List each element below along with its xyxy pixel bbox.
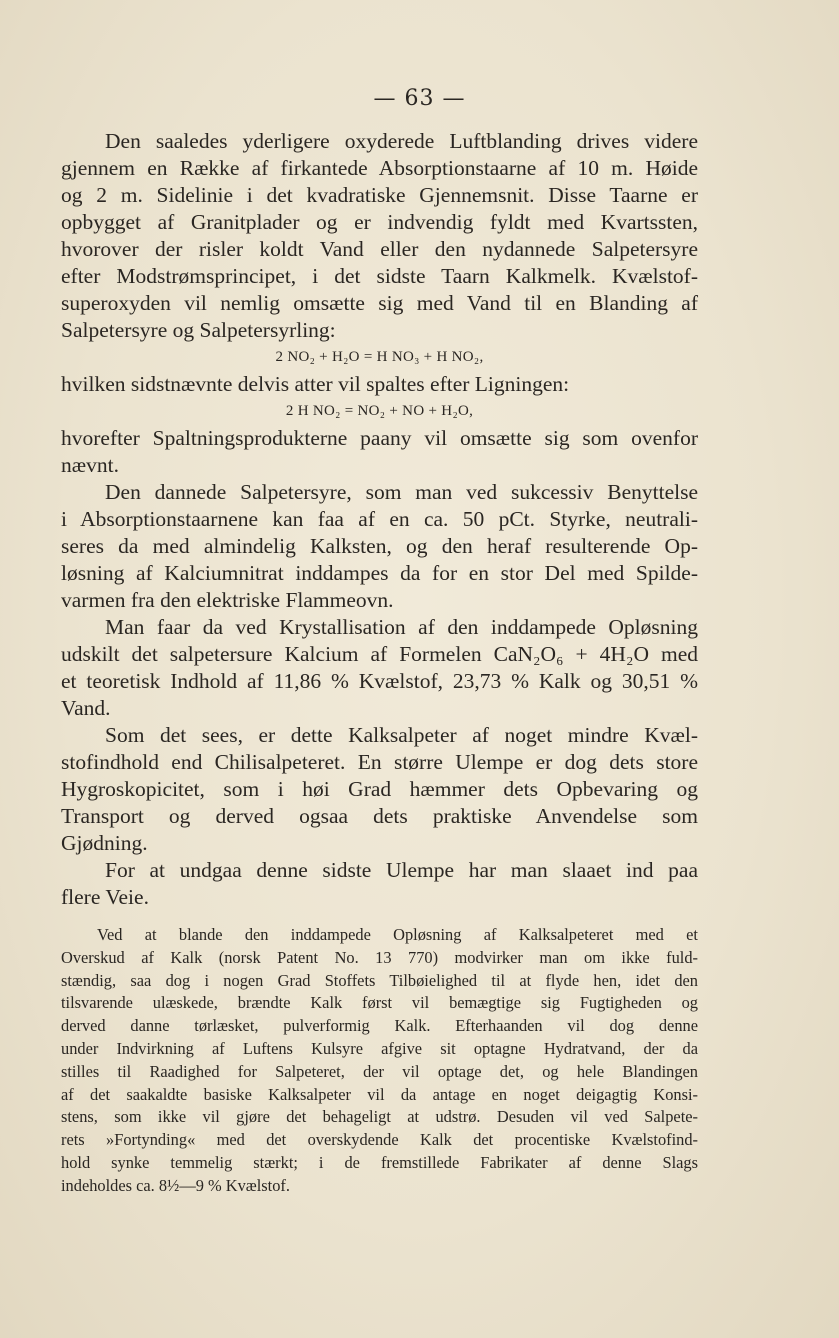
paragraph-block-3 <box>61 425 698 911</box>
text-line <box>61 533 698 560</box>
text-line <box>61 749 698 776</box>
text-line-content: hvorefter Spaltningsprodukterne paany vil omsætte sig som ovenfor <box>61 426 698 450</box>
text-line <box>61 947 698 970</box>
equation-1: 2 NO₂ + H₂O = H NO₃ + H NO₂, <box>275 349 484 365</box>
text-line-content: Gjødning. <box>61 831 148 855</box>
text-line <box>61 425 698 452</box>
text-line-content: hvorover der risler koldt Vand eller den nydannede Salpetersyre <box>61 237 698 261</box>
text-line-content: Hygroskopicitet, som i høi Grad hæmmer dets Opbevaring og <box>61 777 698 801</box>
text-line-content: indeholdes ca. 8½—9 % Kvælstof. <box>61 1175 290 1195</box>
equation-2: 2 H NO₂ = NO₂ + NO + H₂O, <box>285 403 474 419</box>
text-line <box>61 155 698 182</box>
text-line <box>61 479 698 506</box>
page-number: — 63 — <box>373 86 466 111</box>
text-line-content: Ved at blande den inddampede Opløsning af Kalksalpeteret med et <box>97 925 698 944</box>
text-line <box>61 1152 698 1175</box>
paragraph-block-2 <box>61 371 698 398</box>
text-line-content: hvilken sidstnævnte delvis atter vil spaltes efter Ligningen: <box>61 372 570 396</box>
text-line-content: stændig, saa dog i nogen Grad Stoffets Tilbøielighed til at flyde hen, idet den <box>61 970 698 990</box>
text-line-content: rets »Fortynding« med det overskydende Kalk det procentiske Kvælstofind- <box>61 1130 698 1150</box>
text-line-content: Man faar da ved Krystallisation af den inddampede Opløsning <box>105 615 698 639</box>
footnote <box>61 924 698 1198</box>
text-line <box>61 317 698 344</box>
text-line <box>61 641 698 668</box>
text-line <box>61 722 698 749</box>
text-line <box>61 992 698 1015</box>
main-text <box>61 128 698 911</box>
text-line-content: Den dannede Salpetersyre, som man ved sukcessiv Benyttelse <box>105 480 698 504</box>
text-line-content: under Indvirkning af Luftens Kulsyre afgive sit optagne Hydratvand, der da <box>61 1038 698 1058</box>
text-line <box>61 506 698 533</box>
text-line-content: efter Modstrømsprincipet, i det sidste Taarn Kalkmelk. Kvælstof- <box>61 264 698 288</box>
text-line-content: varmen fra den elektriske Flammeovn. <box>61 588 394 612</box>
text-line <box>61 1061 698 1084</box>
text-line <box>61 830 698 857</box>
text-line-content: hold synke temmelig stærkt; i de fremstillede Fabrikater af denne Slags <box>61 1152 698 1172</box>
text-line-content: et teoretisk Indhold af 11,86 % Kvælstof, 23,73 % Kalk og 30,51 % <box>61 669 698 693</box>
text-line <box>61 776 698 803</box>
text-line <box>61 924 698 947</box>
text-line <box>61 1038 698 1061</box>
text-line <box>61 857 698 884</box>
text-line-content: Vand. <box>61 696 111 720</box>
text-line-content: For at undgaa denne sidste Ulempe har man slaaet ind paa <box>105 858 698 882</box>
text-line <box>61 1129 698 1152</box>
text-line <box>61 668 698 695</box>
text-line-content: Den saaledes yderligere oxyderede Luftblanding drives videre <box>105 129 698 153</box>
text-line-content: opbygget af Granitplader og er indvendig fyldt med Kvartssten, <box>61 210 698 234</box>
paragraph-block-1 <box>61 128 698 344</box>
text-line <box>61 587 698 614</box>
text-line <box>61 1084 698 1107</box>
text-line-content: derved danne tørlæsket, pulverformig Kalk. Efterhaanden vil dog denne <box>61 1016 698 1036</box>
text-line <box>61 1106 698 1129</box>
text-line-content: og 2 m. Sidelinie i det kvadratiske Gjennemsnit. Disse Taarne er <box>61 183 698 207</box>
text-line <box>61 970 698 993</box>
text-line-content: seres da med almindelig Kalksten, og den heraf resulterende Op- <box>61 534 698 558</box>
text-line-content: Transport og derved ogsaa dets praktiske Anvendelse som <box>61 804 698 828</box>
text-line-content: stofindhold end Chilisalpeteret. En større Ulempe er dog dets store <box>61 750 698 774</box>
text-line <box>61 371 698 398</box>
text-line-content: Salpetersyre og Salpetersyrling: <box>61 318 336 342</box>
text-line <box>61 452 698 479</box>
text-line <box>61 1175 698 1198</box>
text-line <box>61 884 698 911</box>
text-line-content: superoxyden vil nemlig omsætte sig med Vand til en Blanding af <box>61 291 698 315</box>
text-line <box>61 263 698 290</box>
text-line <box>61 128 698 155</box>
text-line-content: flere Veie. <box>61 885 149 909</box>
text-line-content: udskilt det salpetersure Kalcium af Formelen CaN₂O₆ + 4H₂O med <box>61 642 698 666</box>
text-line <box>61 695 698 722</box>
text-line-content: stens, som ikke vil gjøre det behageligt at udstrø. Desuden vil ved Salpete- <box>61 1107 698 1127</box>
text-line-content: løsning af Kalciumnitrat inddampes da for en stor Del med Spilde- <box>61 561 698 585</box>
text-line-content: gjennem en Række af firkantede Absorptionstaarne af 10 m. Høide <box>61 156 698 180</box>
text-line-content: Overskud af Kalk (norsk Patent No. 13 770) modvirker man om ikke fuld- <box>61 947 698 967</box>
text-line-content: Som det sees, er dette Kalksalpeter af noget mindre Kvæl- <box>105 723 698 747</box>
text-line-content: af det saakaldte basiske Kalksalpeter vil da antage en noget deigagtig Konsi- <box>61 1084 698 1104</box>
text-line <box>61 209 698 236</box>
text-line <box>61 614 698 641</box>
text-line <box>61 1015 698 1038</box>
text-line-content: stilles til Raadighed for Salpeteret, der vil optage det, og hele Blandingen <box>61 1061 698 1081</box>
text-line-content: tilsvarende ulæskede, brændte Kalk først vil bemægtige sig Fugtigheden og <box>61 993 698 1013</box>
text-line <box>61 290 698 317</box>
text-line-content: nævnt. <box>61 453 119 477</box>
text-line <box>61 182 698 209</box>
text-line <box>61 236 698 263</box>
text-line <box>61 803 698 830</box>
text-line <box>61 560 698 587</box>
text-line-content: i Absorptionstaarnene kan faa af en ca. 50 pCt. Styrke, neutrali- <box>61 507 698 531</box>
